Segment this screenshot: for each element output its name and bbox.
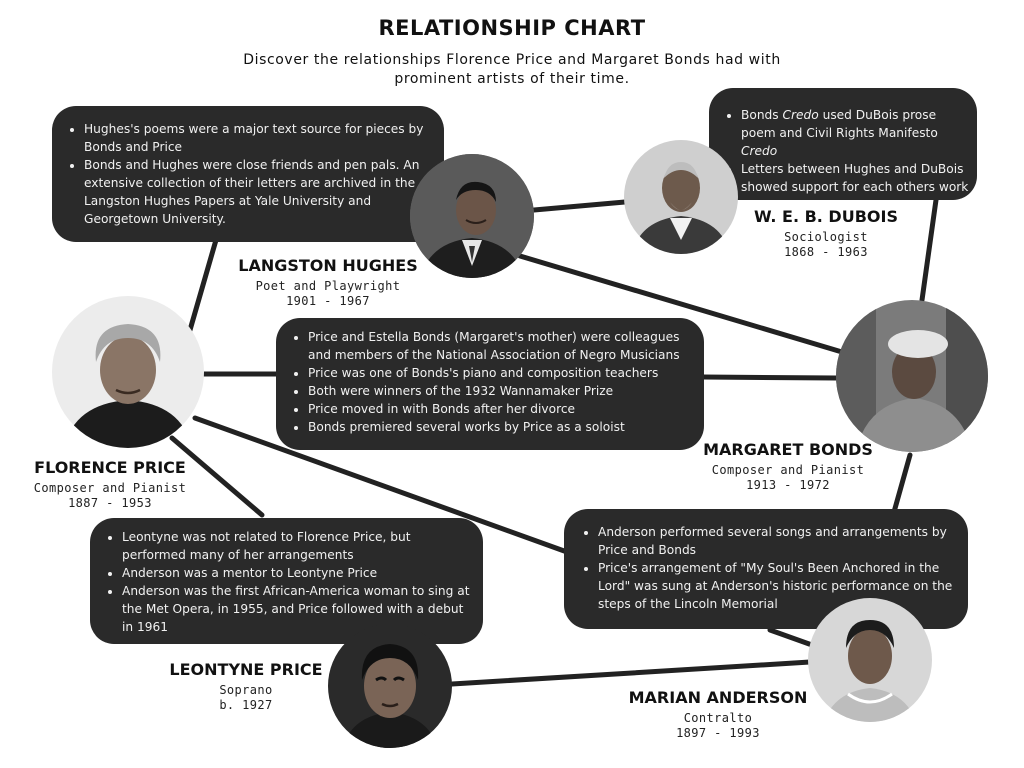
person-years: 1887 - 1953 <box>68 496 152 510</box>
person-role: Composer and Pianist <box>33 481 187 495</box>
leontyne-price-photo <box>328 624 452 748</box>
person-role: Soprano <box>219 683 273 697</box>
anderson-box-item: • Anderson performed several songs and arrangements by Price and Bonds <box>598 523 958 559</box>
connector-pricebonds-bonds <box>703 377 836 378</box>
web-dubois-photo <box>624 140 738 254</box>
margaret-bonds-photo <box>836 300 988 452</box>
person-role: Composer and Pianist <box>711 463 865 477</box>
person-role: Sociologist <box>784 230 868 244</box>
leontyne-box-item: • Anderson was a mentor to Leontyne Price <box>122 564 475 582</box>
person-years: b. 1927 <box>219 698 273 712</box>
hughes-relationship-box <box>52 106 444 242</box>
connector-bonds-anderson <box>894 455 910 512</box>
anderson-box-item: • Price's arrangement of "My Soul's Been Anchored in the Lord" was sung at Anderson's historic performance on the steps of the Lincoln Memorial <box>598 559 958 613</box>
price-bonds-box-item: • Both were winners of the 1932 Wannamaker Prize <box>308 382 694 400</box>
leontyne-box-item: • Anderson was the first African-America woman to sing at the Met Opera, in 1955, and Price followed with a debut in 1961 <box>122 582 475 636</box>
price-bonds-box-item: • Price moved in with Bonds after her divorce <box>308 400 694 418</box>
credo-title: Credo <box>741 144 778 158</box>
dubois-item-text: used DuBois prose poem and Civil Rights Manifesto <box>741 108 938 140</box>
person-name: LANGSTON HUGHES <box>238 256 418 275</box>
person-name: W. E. B. DUBOIS <box>754 207 898 226</box>
web-dubois-label <box>726 207 926 260</box>
person-name: MARGARET BONDS <box>703 440 873 459</box>
langston-hughes-label <box>228 256 428 309</box>
florence-price-label <box>10 458 210 511</box>
margaret-bonds-label <box>688 440 888 493</box>
dubois-box-item <box>741 106 971 160</box>
dubois-item-text: Bonds <box>741 108 783 122</box>
person-years: 1913 - 1972 <box>746 478 830 492</box>
person-name: MARIAN ANDERSON <box>628 688 808 707</box>
person-years: 1897 - 1993 <box>676 726 760 740</box>
dubois-box-item: • Letters between Hughes and DuBois showed support for each others work <box>741 160 971 196</box>
person-years: 1868 - 1963 <box>784 245 868 259</box>
person-years: 1901 - 1967 <box>286 294 370 308</box>
connector-leontyne-anderson <box>452 662 810 684</box>
connector-hughes-dubois <box>534 202 625 210</box>
connector-florence-hughes <box>190 240 216 330</box>
hughes-box-item: • Hughes's poems were a major text source for pieces by Bonds and Price <box>84 120 428 156</box>
person-name: FLORENCE PRICE <box>34 458 186 477</box>
marian-anderson-label <box>618 688 818 741</box>
credo-title: Credo <box>782 108 819 122</box>
dubois-relationship-box <box>709 88 977 200</box>
florence-price-photo <box>52 296 204 448</box>
marian-anderson-photo <box>808 598 932 722</box>
page-subtitle: Discover the relationships Florence Price and Margaret Bonds had with prominent artists of their time. <box>243 52 781 87</box>
price-bonds-box-item: • Bonds premiered several works by Price as a soloist <box>308 418 694 436</box>
price-bonds-box-item: • Price was one of Bonds's piano and composition teachers <box>308 364 694 382</box>
hughes-box-item: • Bonds and Hughes were close friends and pen pals. An extensive collection of their letters are archived in the Langston Hughes Papers at Yale University and Georgetown University. <box>84 156 428 228</box>
connector-anderson-box-photo <box>770 630 812 645</box>
person-name: LEONTYNE PRICE <box>169 660 323 679</box>
leontyne-relationship-box <box>90 518 483 644</box>
person-role: Poet and Playwright <box>255 279 401 293</box>
price-bonds-relationship-box <box>276 318 704 450</box>
page-title: RELATIONSHIP CHART <box>378 16 646 40</box>
leontyne-price-label <box>146 660 346 713</box>
leontyne-box-item: • Leontyne was not related to Florence Price, but performed many of her arrangements <box>122 528 475 564</box>
langston-hughes-photo <box>410 154 534 278</box>
price-bonds-box-item: • Price and Estella Bonds (Margaret's mother) were colleagues and members of the National Association of Negro Musicians <box>308 328 694 364</box>
person-role: Contralto <box>683 711 753 725</box>
